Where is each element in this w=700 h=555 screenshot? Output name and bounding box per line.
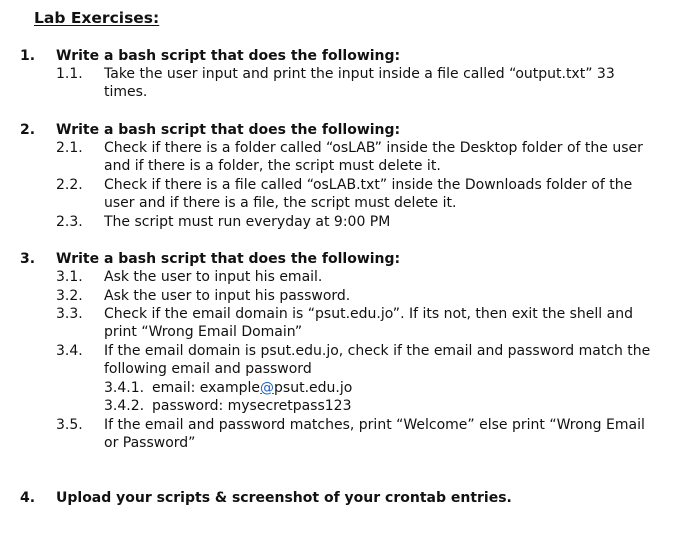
exercise-number: 1. (20, 48, 36, 64)
item-text (104, 305, 669, 341)
item-line: Take the user input and print the input inside a file called “output.txt” 33 (104, 66, 615, 82)
email-label: email: example (152, 380, 261, 396)
item-number: 3.1. (56, 269, 83, 285)
exercise-number: 3. (20, 251, 36, 267)
subitem-text (152, 379, 352, 397)
subitem-number: 3.4.2. (104, 398, 145, 414)
item-number: 3.4. (56, 343, 83, 359)
item-text (104, 287, 669, 305)
exercise-heading: Upload your scripts & screenshot of your crontab entries. (56, 490, 512, 506)
item-text (104, 268, 669, 286)
exercise-heading: Write a bash script that does the following: (56, 122, 401, 138)
item-line: and if there is a folder, the script must delete it. (104, 158, 441, 174)
item-text (104, 65, 669, 101)
exercise-number: 4. (20, 490, 36, 506)
item-number: 3.5. (56, 417, 83, 433)
item-line: If the email domain is psut.edu.jo, check if the email and password match the (104, 343, 651, 359)
item-number: 2.3. (56, 214, 83, 230)
item-line: Check if the email domain is “psut.edu.jo”. If its not, then exit the shell and (104, 306, 633, 322)
item-line: Check if there is a file called “osLAB.txt” inside the Downloads folder of the (104, 177, 633, 193)
item-line: or Password” (104, 435, 196, 451)
exercise-heading: Write a bash script that does the following: (56, 251, 401, 267)
email-domain: psut.edu.jo (274, 380, 353, 396)
item-number: 3.3. (56, 306, 83, 322)
item-line: Ask the user to input his email. (104, 269, 323, 285)
item-text (104, 176, 669, 212)
item-text (104, 416, 669, 452)
subitem-number: 3.4.1. (104, 380, 145, 396)
item-text (104, 139, 669, 175)
item-number: 2.2. (56, 177, 83, 193)
item-line: following email and password (104, 361, 312, 377)
item-line: print “Wrong Email Domain” (104, 324, 303, 340)
exercise-number: 2. (20, 122, 36, 138)
item-line: Ask the user to input his password. (104, 288, 351, 304)
item-number: 1.1. (56, 66, 83, 82)
page-title: Lab Exercises: (34, 9, 160, 27)
item-line: user and if there is a file, the script must delete it. (104, 195, 457, 211)
item-line: Check if there is a folder called “osLAB” inside the Desktop folder of the user (104, 140, 643, 156)
exercise-heading: Write a bash script that does the following: (56, 48, 401, 64)
item-text (104, 213, 669, 231)
subitem-text: password: mysecretpass123 (152, 398, 352, 414)
item-number: 2.1. (56, 140, 83, 156)
email-at-link[interactable]: @ (260, 380, 275, 396)
item-number: 3.2. (56, 288, 83, 304)
item-line: times. (104, 84, 148, 100)
item-text (104, 342, 669, 378)
item-line: If the email and password matches, print “Welcome” else print “Wrong Email (104, 417, 645, 433)
item-line: The script must run everyday at 9:00 PM (104, 214, 391, 230)
